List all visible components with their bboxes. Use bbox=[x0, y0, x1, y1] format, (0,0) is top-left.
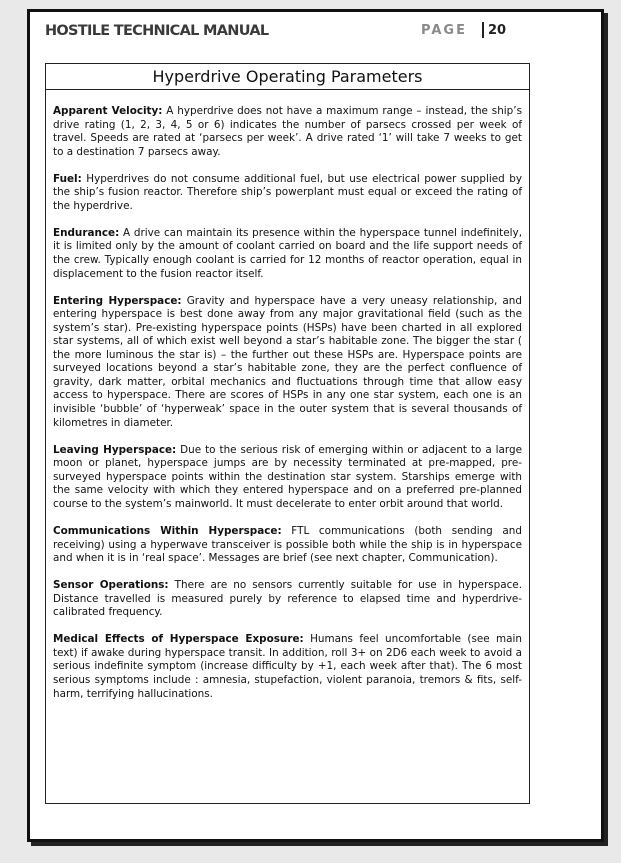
section-text: Hyperdrives do not consume additional fuel, but use electrical power supplied by the ship’s fusion reactor. Therefore ship’s powerplant must equal or exceed the rating of the hyperdrive. bbox=[53, 172, 522, 212]
box-content bbox=[53, 105, 522, 715]
content-box bbox=[45, 63, 530, 804]
section-heading: Entering Hyperspace: bbox=[53, 294, 182, 307]
section-text: Gravity and hyperspace have a very uneasy relationship, and entering hyperspace is best done away from any major gravitational field (such as the system’s star). Pre-existing hyperspace points (HSPs) have been charted in all explored star systems, all of which exist well beyond a star’s habitable zone. The bigger the star ( the more luminous the star is) – the further out these HSPs are. Hyperspace points are surveyed locations beyond a star’s habitable zone, they are the perfect confluence of gravity, dark matter, orbital mechanics and fluctuations through time that allow easy access to hyperspace. There are scores of HSPs in any one star system, each one is an invisible ‘bubble’ of ‘hyperweak’ space in the outer system that is several thousands of kilometres in diameter. bbox=[53, 294, 522, 429]
section-heading: Communications Within Hyperspace: bbox=[53, 524, 282, 537]
box-title: Hyperdrive Operating Parameters bbox=[46, 64, 529, 90]
page-number: 20 bbox=[488, 23, 507, 38]
section-endurance bbox=[53, 227, 522, 281]
section-text: Due to the serious risk of emerging within or adjacent to a large moon or planet, hyperspace jumps are by necessity terminated at pre-mapped, pre-surveyed hyperspace points within the destination star system. Starships emerge with the same velocity with which they entered hyperspace and on a preferred pre-planned course to the system’s mainworld. It must decelerate to enter orbit around that world. bbox=[53, 443, 522, 510]
section-heading: Leaving Hyperspace: bbox=[53, 443, 177, 456]
section-communications bbox=[53, 525, 522, 566]
section-heading: Medical Effects of Hyperspace Exposure: bbox=[53, 633, 304, 646]
section-heading: Endurance: bbox=[53, 226, 120, 239]
section-text: A hyperdrive does not have a maximum range – instead, the ship’s drive rating (1, 2, 3, 4, 5 or 6) indicates the number of parsecs crossed per week of travel. Speeds are rated at ‘parsecs per week’. A drive rated ‘1’ will take 7 weeks to get to a destination 7 parsecs away. bbox=[53, 105, 522, 158]
header-divider bbox=[482, 22, 484, 38]
section-heading: Apparent Velocity: bbox=[53, 105, 163, 117]
section-apparent-velocity bbox=[53, 105, 522, 159]
page-header bbox=[45, 21, 545, 43]
section-entering-hyperspace bbox=[53, 295, 522, 430]
section-fuel bbox=[53, 173, 522, 214]
section-text: A drive can maintain its presence within the hyperspace tunnel indefinitely, it is limited only by the amount of coolant carried on board and the life support needs of the crew. Typically enough coolant is carried for 12 months of reactor operation, equal in displacement to the fusion reactor itself. bbox=[53, 226, 522, 280]
section-text: Humans feel uncomfortable (see main text) if awake during hyperspace transit. In addition, roll 3+ on 2D6 each week to avoid a serious indefinite symptom (increase difficulty by +1, each week after that). The 6 most serious symptoms include : amnesia, stupefaction, violent paranoia, tremors & fits, self-harm, terrifying hallucinations. bbox=[53, 633, 523, 700]
section-text: There are no sensors currently suitable for use in hyperspace. Distance travelled is measured purely by reference to elapsed time and hyperdrive-calibrated frequency. bbox=[53, 579, 522, 619]
section-medical-effects bbox=[53, 633, 522, 701]
section-heading: Sensor Operations: bbox=[53, 579, 169, 592]
section-leaving-hyperspace bbox=[53, 444, 522, 512]
document-title: HOSTILE TECHNICAL MANUAL bbox=[45, 23, 269, 39]
section-text: FTL communications (both sending and receiving) using a hyperwave transceiver is possible both while the ship is in hyperspace and when it is in ‘real space’. Messages are brief (see next chapter, Communication). bbox=[53, 524, 522, 565]
page-label: PAGE bbox=[421, 23, 467, 38]
section-sensor-operations bbox=[53, 579, 522, 620]
section-heading: Fuel: bbox=[53, 172, 82, 185]
